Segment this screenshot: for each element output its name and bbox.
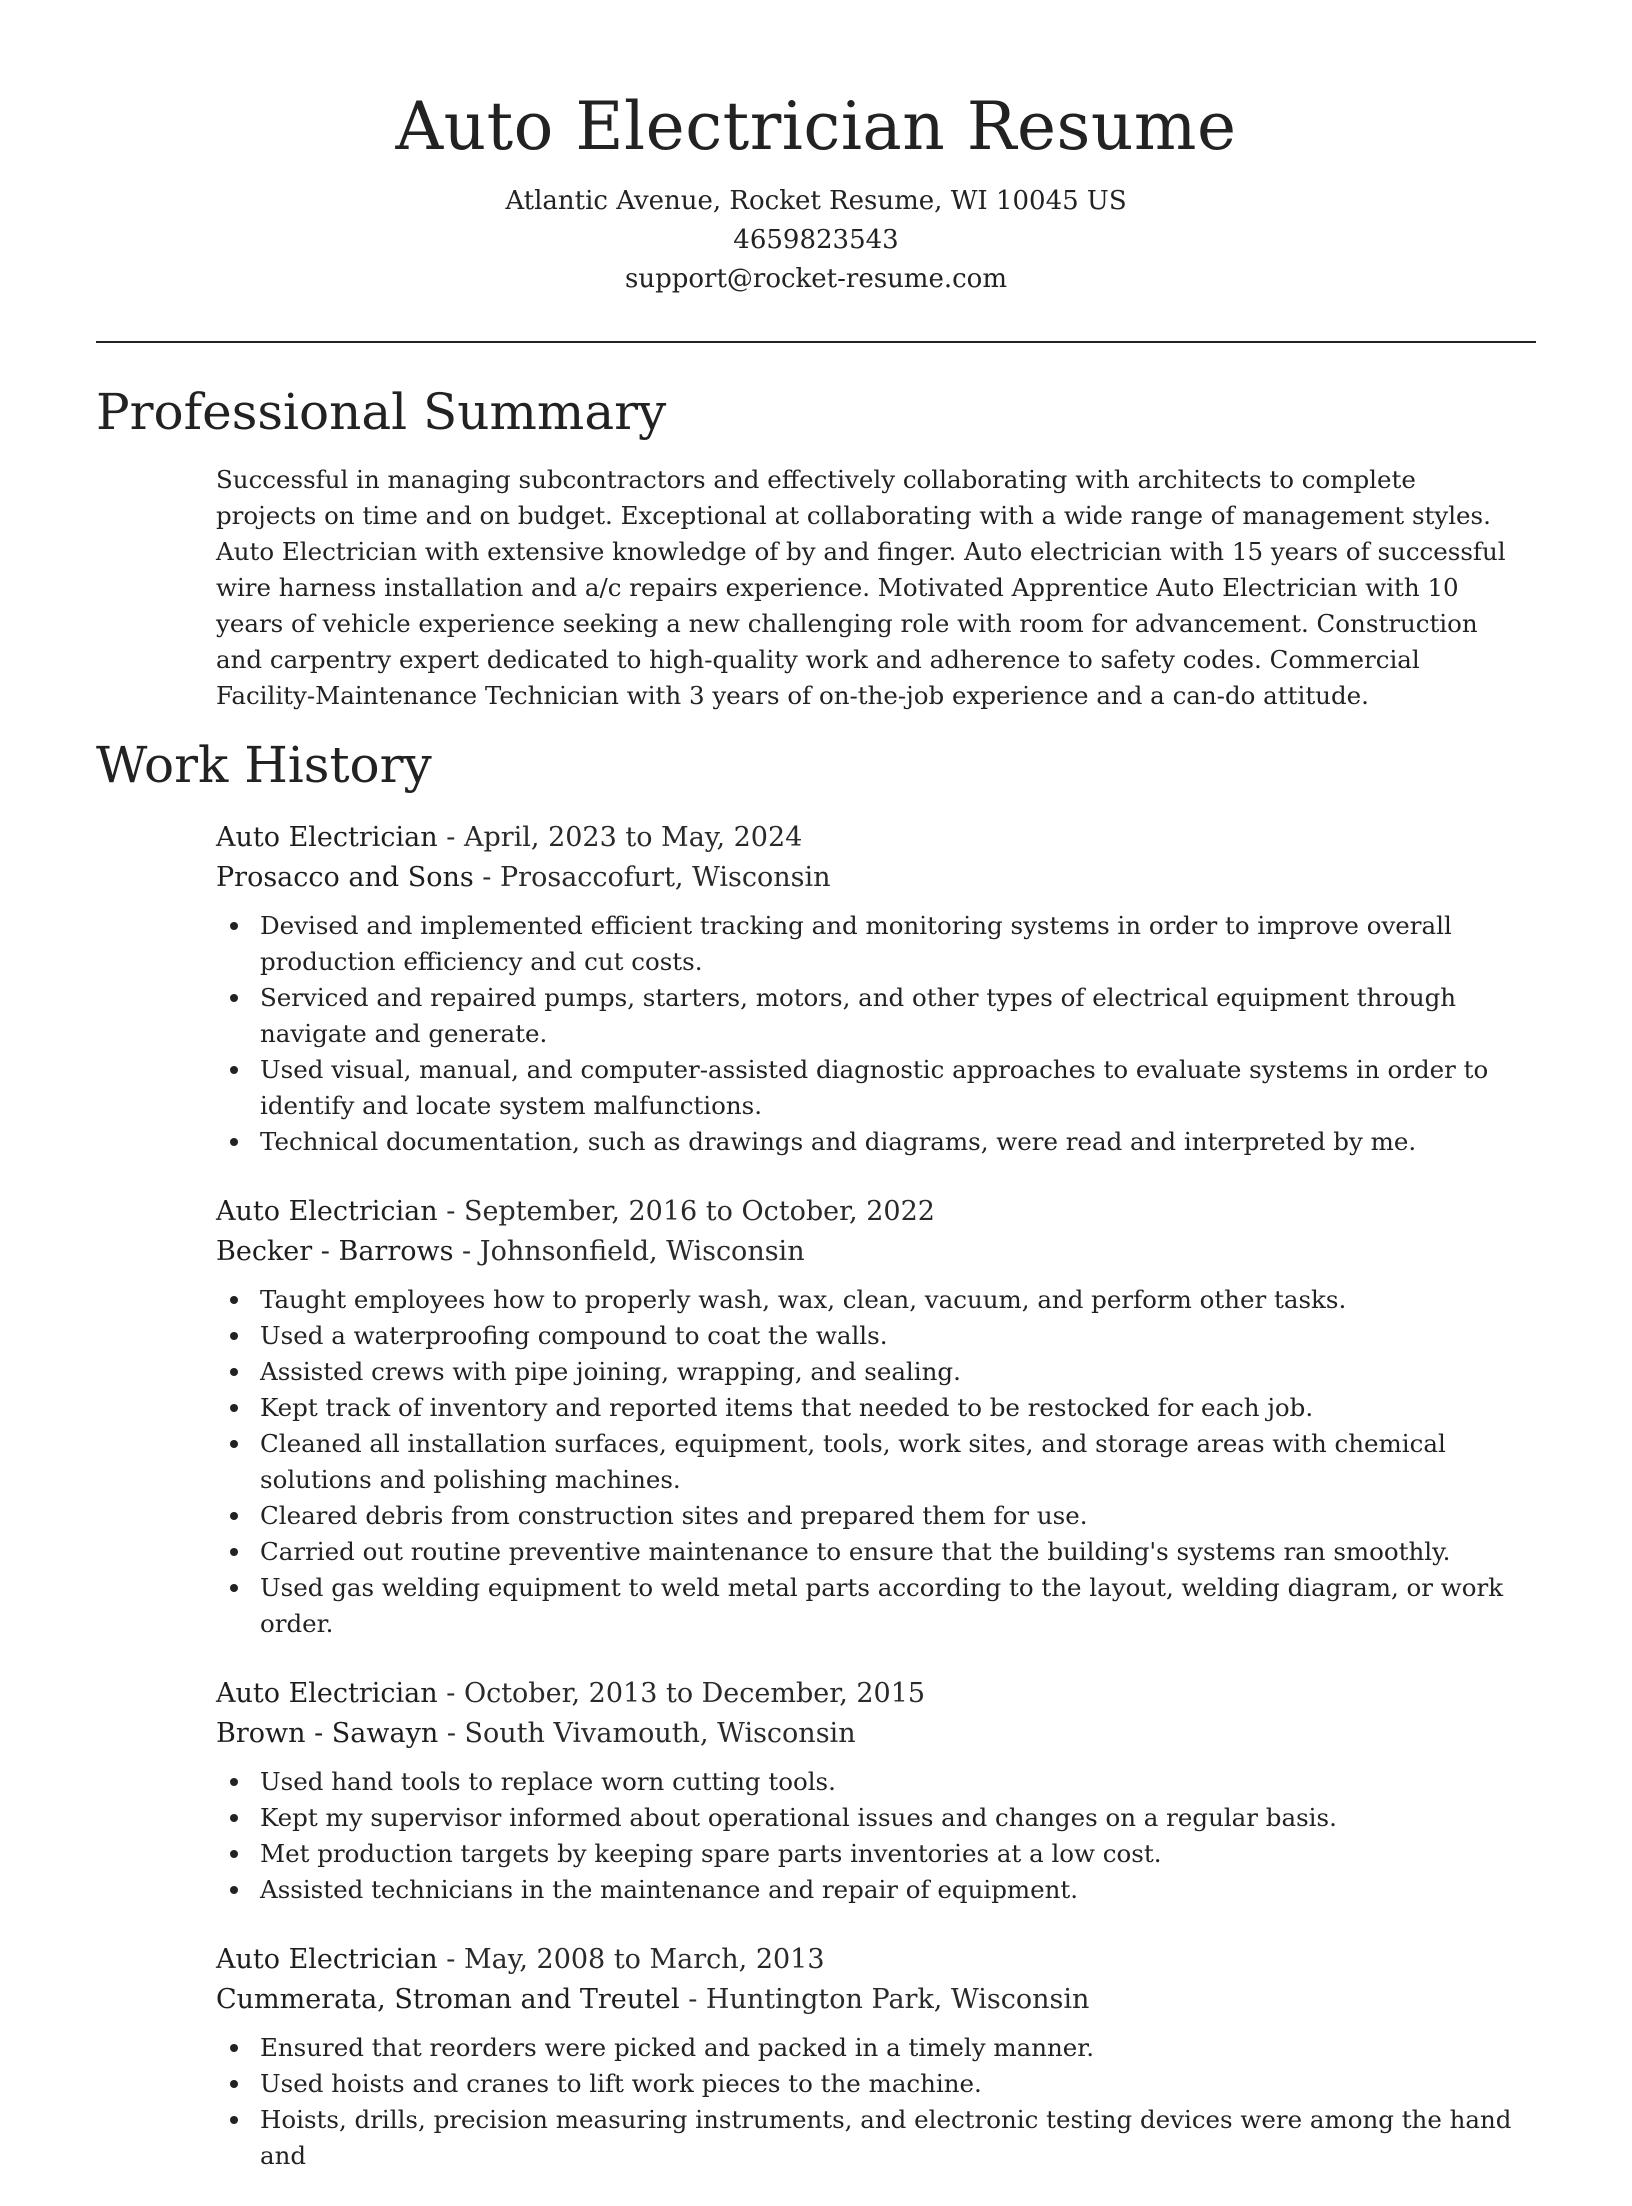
bullet-dot bbox=[230, 994, 238, 1002]
summary-text: Successful in managing subcontractors and effectively collaborating with architects to complete projects on time and on budget. Exceptional at collaborating with a wide range of management styles. Auto Electrician with extensive knowledge of by and finger. Auto electrician with 15 years of successful wire harness installation and a/c repairs experience. Motivated Apprentice Auto Electrician with 10 years of vehicle experience seeking a new challenging role with room for advancement. Construction and carpentry expert dedicated to high-quality work and adherence to safety codes. Commercial Facility-Maintenance Technician with 3 years of on-the-job experience and a can-do attitude. bbox=[216, 465, 1506, 710]
bullet-text: Hoists, drills, precision measuring instruments, and electronic testing devices were among the hand and bbox=[260, 2105, 1512, 2170]
bullet-text: Ensured that reorders were picked and packed in a timely manner. bbox=[260, 2033, 1095, 2062]
bullet-dot bbox=[230, 1548, 238, 1556]
bullet-dot bbox=[230, 2116, 238, 2124]
job-dates: - April, 2023 to May, 2024 bbox=[437, 822, 803, 853]
bullet-text: Used a waterproofing compound to coat the walls. bbox=[260, 1321, 888, 1350]
bullet-dot bbox=[230, 1814, 238, 1822]
job-entry bbox=[216, 818, 1536, 1160]
job-role: Auto Electrician bbox=[216, 822, 438, 853]
bullet-dot bbox=[230, 1404, 238, 1412]
bullet-dot bbox=[230, 1512, 238, 1520]
job-bullets bbox=[216, 908, 1536, 1160]
job-title-line bbox=[216, 1940, 1536, 1980]
bullet-dot bbox=[230, 1850, 238, 1858]
job-role: Auto Electrician bbox=[216, 1678, 438, 1709]
bullet-item bbox=[216, 1800, 1530, 1836]
contact-phone: 4659823543 bbox=[733, 225, 899, 255]
bullet-text: Used hoists and cranes to lift work pieces to the machine. bbox=[260, 2069, 982, 2098]
bullet-text: Devised and implemented efficient tracking and monitoring systems in order to improve overall production efficiency and cut costs. bbox=[260, 911, 1452, 976]
bullet-item bbox=[216, 1872, 1530, 1908]
job-title-line bbox=[216, 818, 1536, 858]
bullet-dot bbox=[230, 922, 238, 930]
bullet-item bbox=[216, 1052, 1530, 1124]
job-location: - South Vivamouth, Wisconsin bbox=[438, 1718, 856, 1749]
job-company-line bbox=[216, 858, 1536, 898]
bullet-item bbox=[216, 1836, 1530, 1872]
job-company-line bbox=[216, 1232, 1536, 1272]
summary-heading: Professional Summary bbox=[96, 383, 667, 441]
job-dates: - May, 2008 to March, 2013 bbox=[437, 1944, 825, 1975]
job-location: - Huntington Park, Wisconsin bbox=[679, 1984, 1090, 2015]
resume-title: Auto Electrician Resume bbox=[395, 88, 1237, 165]
bullet-text: Technical documentation, such as drawings and diagrams, were read and interpreted by me. bbox=[260, 1127, 1417, 1156]
job-list bbox=[216, 818, 1536, 2206]
bullet-text: Carried out routine preventive maintenance to ensure that the building's systems ran smoothly. bbox=[260, 1537, 1451, 1566]
bullet-text: Met production targets by keeping spare parts inventories at a low cost. bbox=[260, 1839, 1162, 1868]
bullet-text: Assisted crews with pipe joining, wrapping, and sealing. bbox=[260, 1357, 961, 1386]
job-entry bbox=[216, 1674, 1536, 1908]
job-role: Auto Electrician bbox=[216, 1944, 438, 1975]
bullet-text: Kept track of inventory and reported items that needed to be restocked for each job. bbox=[260, 1393, 1314, 1422]
job-location: - Johnsonfield, Wisconsin bbox=[453, 1236, 805, 1267]
bullet-item bbox=[216, 1426, 1530, 1498]
job-bullets bbox=[216, 1764, 1536, 1908]
job-dates: - September, 2016 to October, 2022 bbox=[437, 1196, 935, 1227]
bullet-dot bbox=[230, 1138, 238, 1146]
work-history-heading: Work History bbox=[96, 736, 432, 794]
job-company: Prosacco and Sons bbox=[216, 862, 474, 893]
bullet-item bbox=[216, 1282, 1530, 1318]
job-entry bbox=[216, 1192, 1536, 1642]
bullet-item bbox=[216, 1354, 1530, 1390]
bullet-item bbox=[216, 1498, 1530, 1534]
bullet-text: Cleaned all installation surfaces, equipment, tools, work sites, and storage areas with chemical solutions and polishing machines. bbox=[260, 1429, 1446, 1494]
job-bullets bbox=[216, 1282, 1536, 1642]
resume-header bbox=[96, 82, 1536, 299]
job-company-line bbox=[216, 1714, 1536, 1754]
bullet-text: Taught employees how to properly wash, wax, clean, vacuum, and perform other tasks. bbox=[260, 1285, 1347, 1314]
bullet-item bbox=[216, 2066, 1530, 2102]
bullet-dot bbox=[230, 1332, 238, 1340]
bullet-item bbox=[216, 1534, 1530, 1570]
bullet-item bbox=[216, 908, 1530, 980]
bullet-dot bbox=[230, 1886, 238, 1894]
bullet-item bbox=[216, 1570, 1530, 1642]
job-company-line bbox=[216, 1980, 1536, 2020]
bullet-text: Cleared debris from construction sites and prepared them for use. bbox=[260, 1501, 1088, 1530]
job-company: Cummerata, Stroman and Treutel bbox=[216, 1984, 680, 2015]
contact-email: support@rocket-resume.com bbox=[624, 264, 1007, 294]
job-entry bbox=[216, 1940, 1536, 2174]
job-location: - Prosaccofurt, Wisconsin bbox=[473, 862, 831, 893]
bullet-dot bbox=[230, 1066, 238, 1074]
header-divider bbox=[96, 341, 1536, 343]
bullet-text: Kept my supervisor informed about operational issues and changes on a regular basis. bbox=[260, 1803, 1337, 1832]
job-company: Becker - Barrows bbox=[216, 1236, 454, 1267]
job-role: Auto Electrician bbox=[216, 1196, 438, 1227]
bullet-dot bbox=[230, 1440, 238, 1448]
bullet-text: Used hand tools to replace worn cutting tools. bbox=[260, 1767, 836, 1796]
bullet-item bbox=[216, 2030, 1530, 2066]
bullet-dot bbox=[230, 1584, 238, 1592]
bullet-text: Serviced and repaired pumps, starters, motors, and other types of electrical equipment through navigate and generate. bbox=[260, 983, 1457, 1048]
bullet-dot bbox=[230, 1778, 238, 1786]
bullet-dot bbox=[230, 1296, 238, 1304]
bullet-item bbox=[216, 2102, 1530, 2174]
bullet-dot bbox=[230, 2044, 238, 2052]
contact-address: Atlantic Avenue, Rocket Resume, WI 10045 US bbox=[505, 186, 1127, 216]
job-title-line bbox=[216, 1192, 1536, 1232]
bullet-dot bbox=[230, 1368, 238, 1376]
bullet-item bbox=[216, 1318, 1530, 1354]
bullet-item bbox=[216, 1764, 1530, 1800]
bullet-item bbox=[216, 1124, 1530, 1160]
bullet-text: Used gas welding equipment to weld metal parts according to the layout, welding diagram, or work order. bbox=[260, 1573, 1504, 1638]
bullet-text: Assisted technicians in the maintenance and repair of equipment. bbox=[260, 1875, 1079, 1904]
job-company: Brown - Sawayn bbox=[216, 1718, 439, 1749]
bullet-item bbox=[216, 1390, 1530, 1426]
contact-block bbox=[96, 182, 1536, 299]
job-title-line bbox=[216, 1674, 1536, 1714]
job-dates: - October, 2013 to December, 2015 bbox=[437, 1678, 926, 1709]
bullet-item bbox=[216, 980, 1530, 1052]
bullet-dot bbox=[230, 2080, 238, 2088]
job-bullets bbox=[216, 2030, 1536, 2174]
bullet-text: Used visual, manual, and computer-assisted diagnostic approaches to evaluate systems in order to identify and locate system malfunctions. bbox=[260, 1055, 1489, 1120]
